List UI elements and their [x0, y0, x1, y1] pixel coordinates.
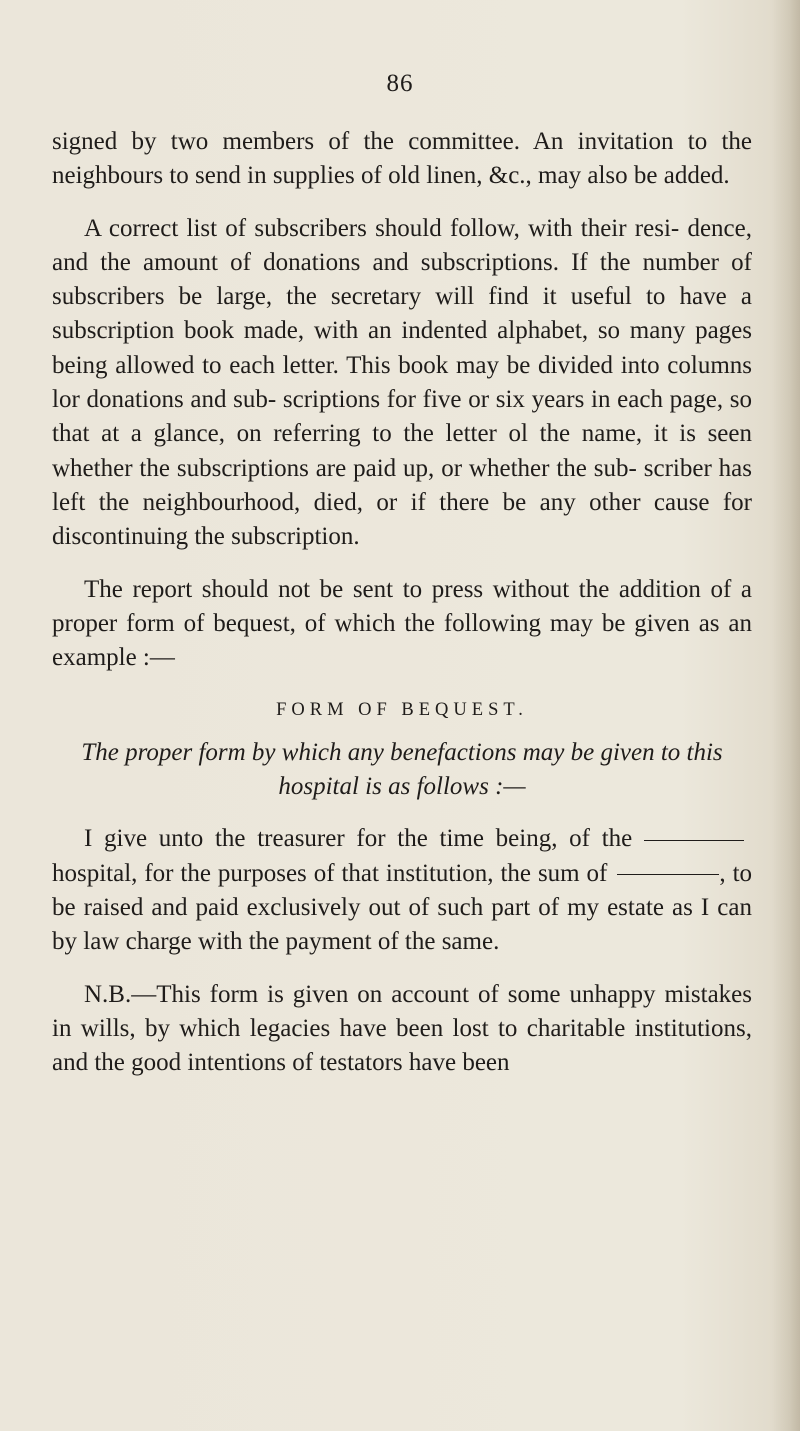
paragraph-nb: N.B.—This form is given on account of some unhappy mistakes in wills, by which legacies have been lost to charitable institutions, and the good intentions of testators have been	[52, 980, 752, 1077]
page-edge-shadow	[772, 0, 800, 1431]
bequest-preamble: The proper form by which any benefactions may be given to this hospital is as follows :—	[81, 738, 723, 801]
hospital-name-blank	[644, 840, 744, 841]
bequest-heading: FORM OF BEQUEST.	[276, 700, 528, 721]
body-text	[52, 125, 752, 1098]
bequest-line-sum: sum of	[537, 859, 608, 887]
paragraph-report: The report should not be sent to press without the addition of a proper form of bequest, of which the following may be given as an example :—	[52, 575, 752, 672]
paragraph-subscribers: A correct list of subscribers should follow, with their resi- dence, and the amount of donations and subscriptions. If the number of subscribers be large, the secretary will find it useful to have a subscription book made, with an indented alphabet, so many pages being allowed to each letter. This book may be divided into columns lor donations and sub- scriptions for five or six years in each page, so that at a glance, on referring to the letter ol the name, it is seen whether the subscriptions are paid up, or whether the sub- scriber has left the neighbourhood, died, or if there be any other cause for discontinuing the subscription.	[52, 214, 752, 551]
page-number: 86	[386, 70, 414, 97]
paragraph-committee: signed by two members of the committee. An invitation to the neighbours to send in supplies of old linen, &c., may also be added.	[52, 128, 752, 190]
bequest-body	[52, 822, 752, 959]
bequest-line-hospital: hospital, for the purposes of that institution, the	[52, 859, 532, 887]
sum-blank	[617, 874, 719, 875]
bequest-line-rest: , to be raised and paid exclusively out of such part of my estate as I can by law charge with the payment of the same.	[52, 859, 753, 956]
bequest-line-give: I give unto the treasurer for the time being, of the	[84, 825, 633, 853]
